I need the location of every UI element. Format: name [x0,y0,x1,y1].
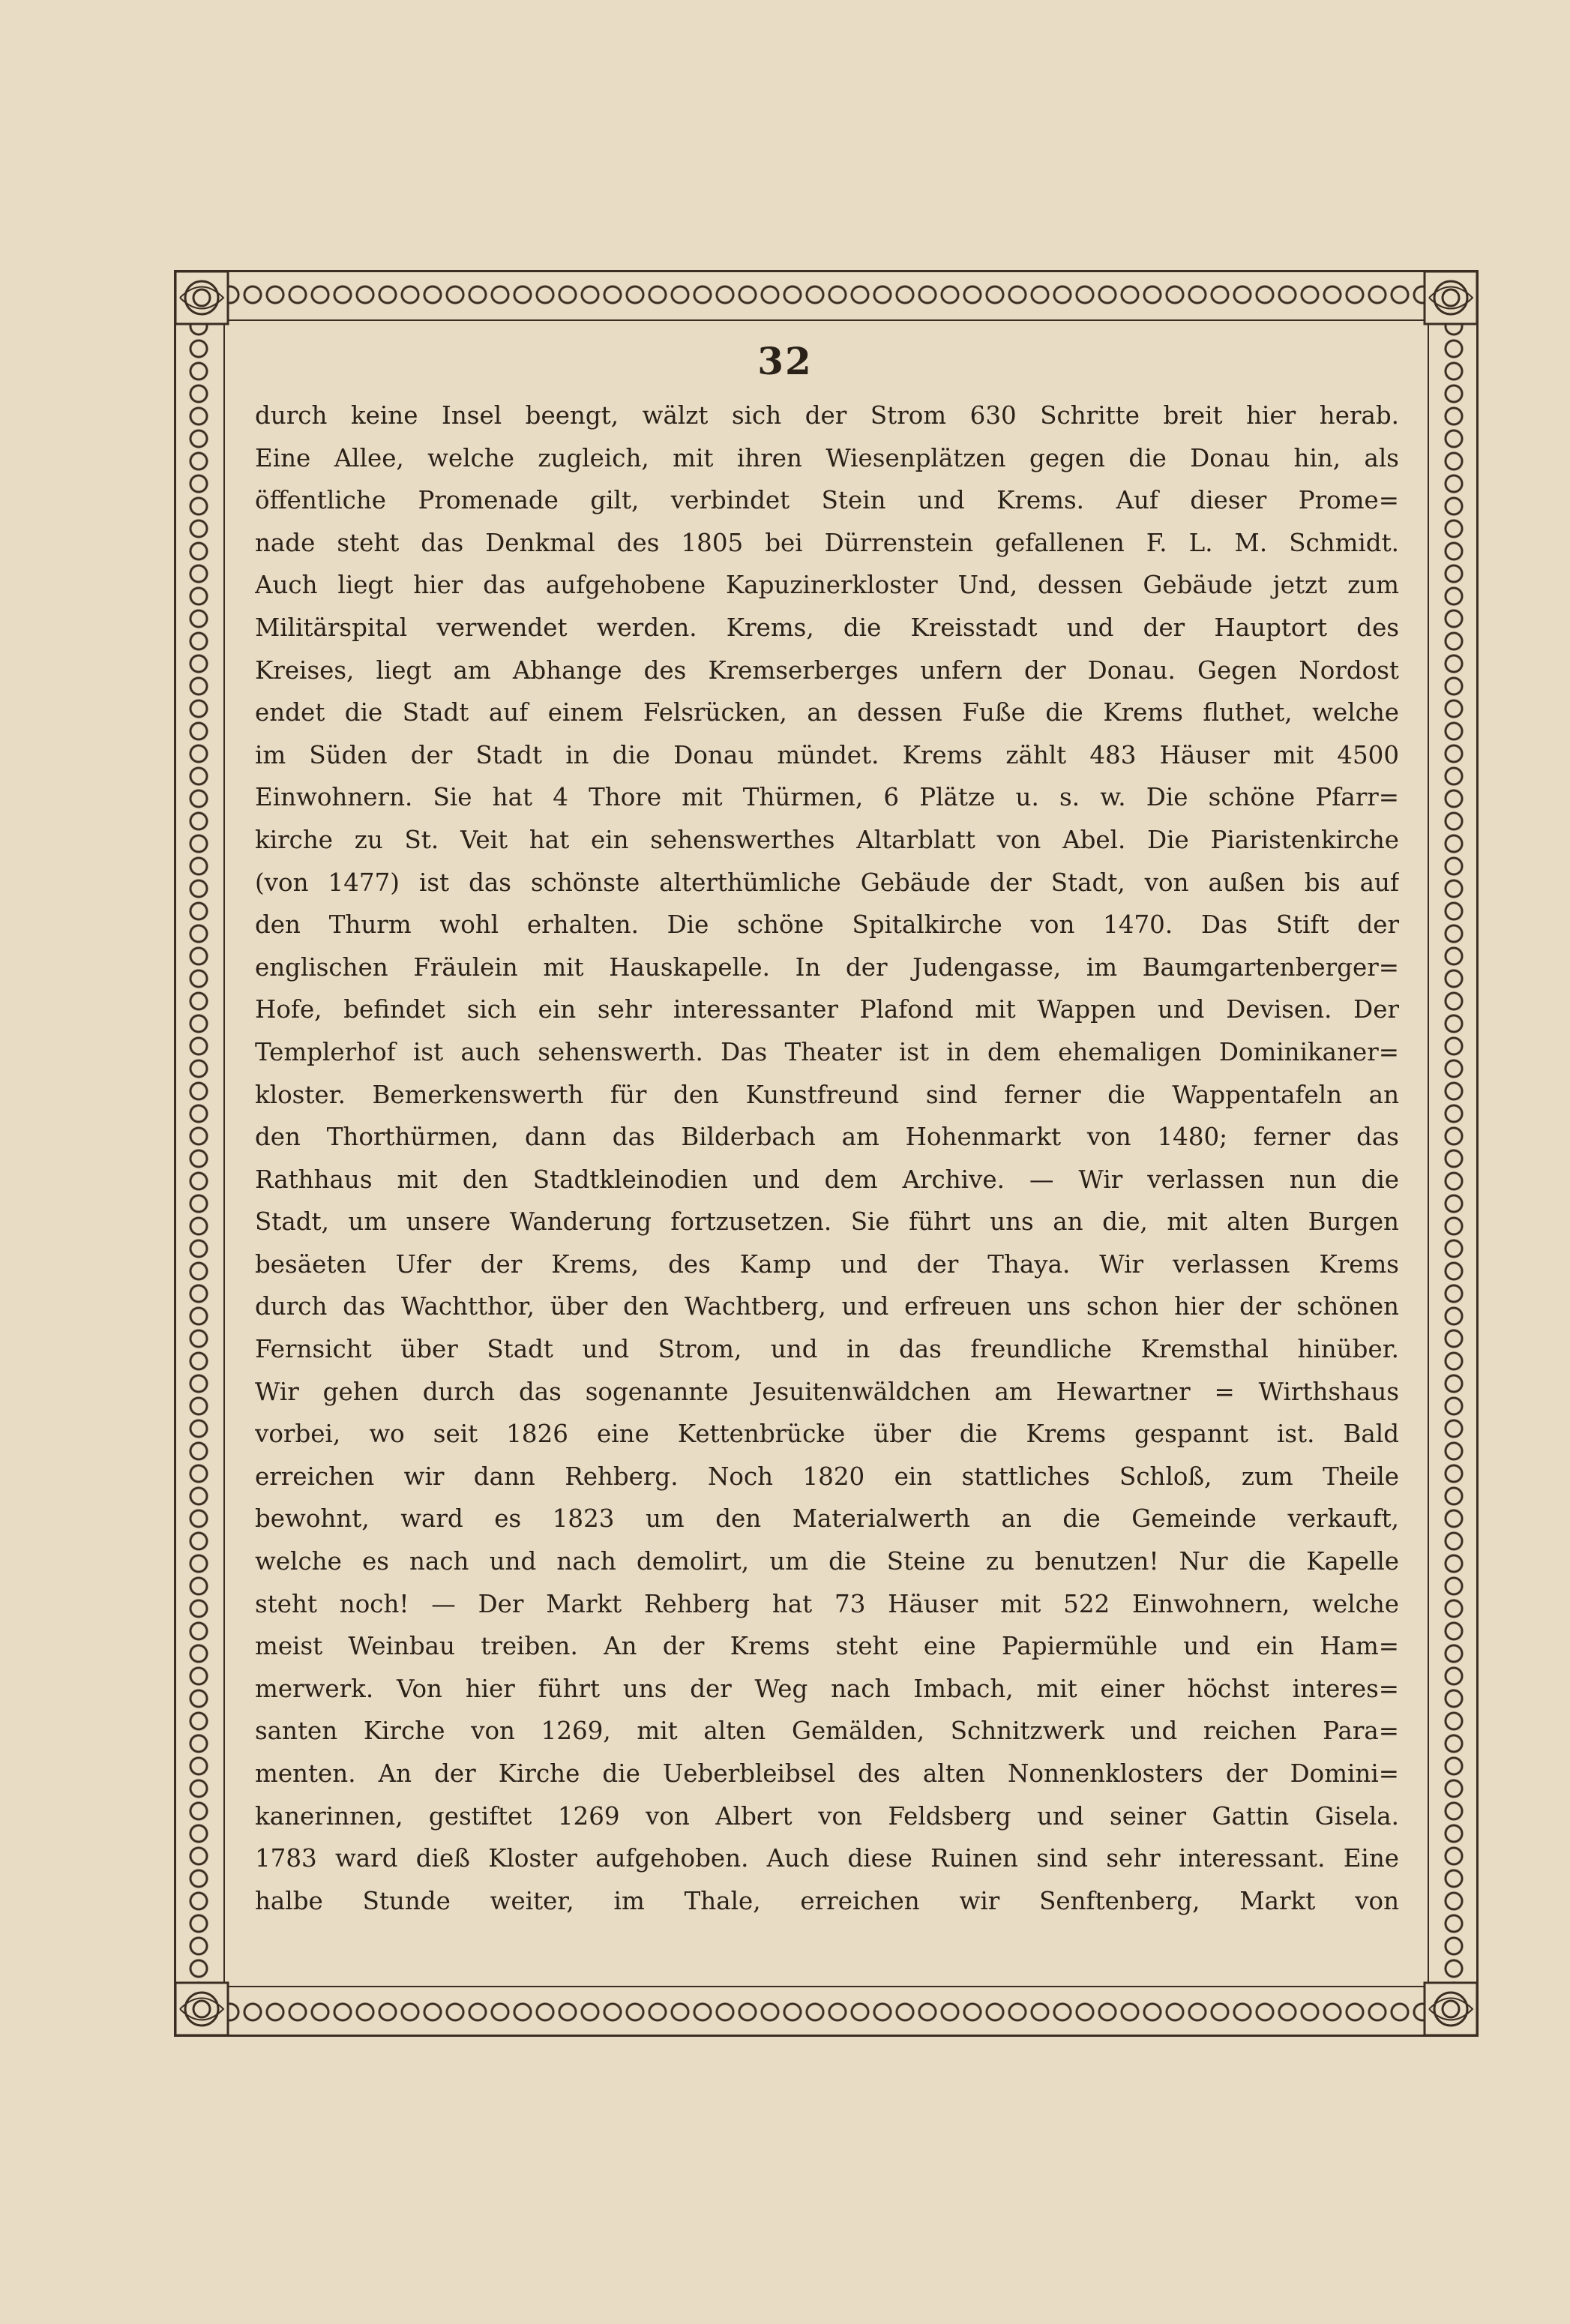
corner-ornament-icon [1423,270,1479,325]
text-line: merwerk. Von hier führt uns der Weg nach Imbach, mit einer höchst interes= [255,1674,1399,1703]
text-line: halbe Stunde weiter, im Thale, erreichen wir Senftenberg, Markt von [255,1886,1399,1915]
text-line: englischen Fräulein mit Hauskapelle. In der Judengasse, im Baumgartenberger= [255,952,1399,982]
text-line: santen Kirche von 1269, mit alten Gemälden, Schnitzwerk und reichen Para= [255,1717,1399,1746]
text-line: im Süden der Stadt in die Donau mündet. Krems zählt 483 Häuser mit 4500 [255,740,1399,769]
text-line: Templerhof ist auch sehenswerth. Das Theater ist in dem ehemaligen Dominikaner= [255,1037,1399,1066]
text-line: durch das Wachtthor, über den Wachtberg, und erfreuen uns schon hier der schönen [255,1292,1399,1321]
text-line: Auch liegt hier das aufgehobene Kapuzinerkloster Und, dessen Gebäude jetzt zum [255,571,1399,600]
text-line: Rathhaus mit den Stadtkleinodien und dem Archive. — Wir verlassen nun die [255,1165,1399,1194]
text-line: welche es nach und nach demolirt, um die Steine zu benutzen! Nur die Kapelle [255,1547,1399,1576]
text-line: Hofe, befindet sich ein sehr interessanter Plafond mit Wappen und Devisen. Der [255,995,1399,1024]
text-line: steht noch! — Der Markt Rehberg hat 73 Häuser mit 522 Einwohnern, welche [255,1589,1399,1618]
text-line: Eine Allee, welche zugleich, mit ihren Wiesenplätzen gegen die Donau hin, als [255,443,1399,472]
text-line: erreichen wir dann Rehberg. Noch 1820 ein stattliches Schloß, zum Theile [255,1462,1399,1491]
text-line: meist Weinbau treiben. An der Krems steht eine Papiermühle und ein Ham= [255,1632,1399,1661]
text-line: den Thorthürmen, dann das Bilderbach am Hohenmarkt von 1480; ferner das [255,1123,1399,1152]
text-line: Kreises, liegt am Abhange des Kremserberges unfern der Donau. Gegen Nordost [255,655,1399,685]
text-line: den Thurm wohl erhalten. Die schöne Spitalkirche von 1470. Das Stift der [255,910,1399,940]
text-line: kanerinnen, gestiftet 1269 von Albert von Feldsberg und seiner Gattin Gisela. [255,1801,1399,1831]
corner-ornament-icon [174,1981,229,2037]
text-line: öffentliche Promenade gilt, verbindet Stein und Krems. Auf dieser Prome= [255,486,1399,515]
text-line: kirche zu St. Veit hat ein sehenswerthes Altarblatt von Abel. Die Piaristenkirche [255,825,1399,854]
text-line: Stadt, um unsere Wanderung fortzusetzen. Sie führt uns an die, mit alten Burgen [255,1207,1399,1237]
corner-ornament-icon [1423,1981,1479,2037]
body-text [255,394,1399,1922]
text-line: endet die Stadt auf einem Felsrücken, an dessen Fuße die Krems fluthet, welche [255,698,1399,727]
text-line: 1783 ward dieß Kloster aufgehoben. Auch diese Ruinen sind sehr interessant. Eine [255,1844,1399,1873]
text-line: kloster. Bemerkenswerth für den Kunstfreund sind ferner die Wappentafeln an [255,1080,1399,1109]
text-line: (von 1477) ist das schönste alterthümliche Gebäude der Stadt, von außen bis auf [255,868,1399,897]
text-line: Militärspital verwendet werden. Krems, die Kreisstadt und der Hauptort des [255,613,1399,642]
text-line: durch keine Insel beengt, wälzt sich der Strom 630 Schritte breit hier herab. [255,401,1399,430]
text-line: bewohnt, ward es 1823 um den Materialwerth an die Gemeinde verkauft, [255,1504,1399,1534]
text-line: nade steht das Denkmal des 1805 bei Dürrenstein gefallenen F. L. M. Schmidt. [255,528,1399,557]
page-number: 32 [757,339,813,383]
text-line: menten. An der Kirche die Ueberbleibsel des alten Nonnenklosters der Domini= [255,1759,1399,1788]
text-line: Fernsicht über Stadt und Strom, und in das freundliche Kremsthal hinüber. [255,1335,1399,1364]
text-line: besäeten Ufer der Krems, des Kamp und der Thaya. Wir verlassen Krems [255,1249,1399,1279]
text-line: Wir gehen durch das sogenannte Jesuitenwäldchen am Hewartner = Wirthshaus [255,1377,1399,1406]
text-line: vorbei, wo seit 1826 eine Kettenbrücke über die Krems gespannt ist. Bald [255,1420,1399,1449]
text-line: Einwohnern. Sie hat 4 Thore mit Thürmen, 6 Plätze u. s. w. Die schöne Pfarr= [255,783,1399,812]
corner-ornament-icon [174,270,229,325]
